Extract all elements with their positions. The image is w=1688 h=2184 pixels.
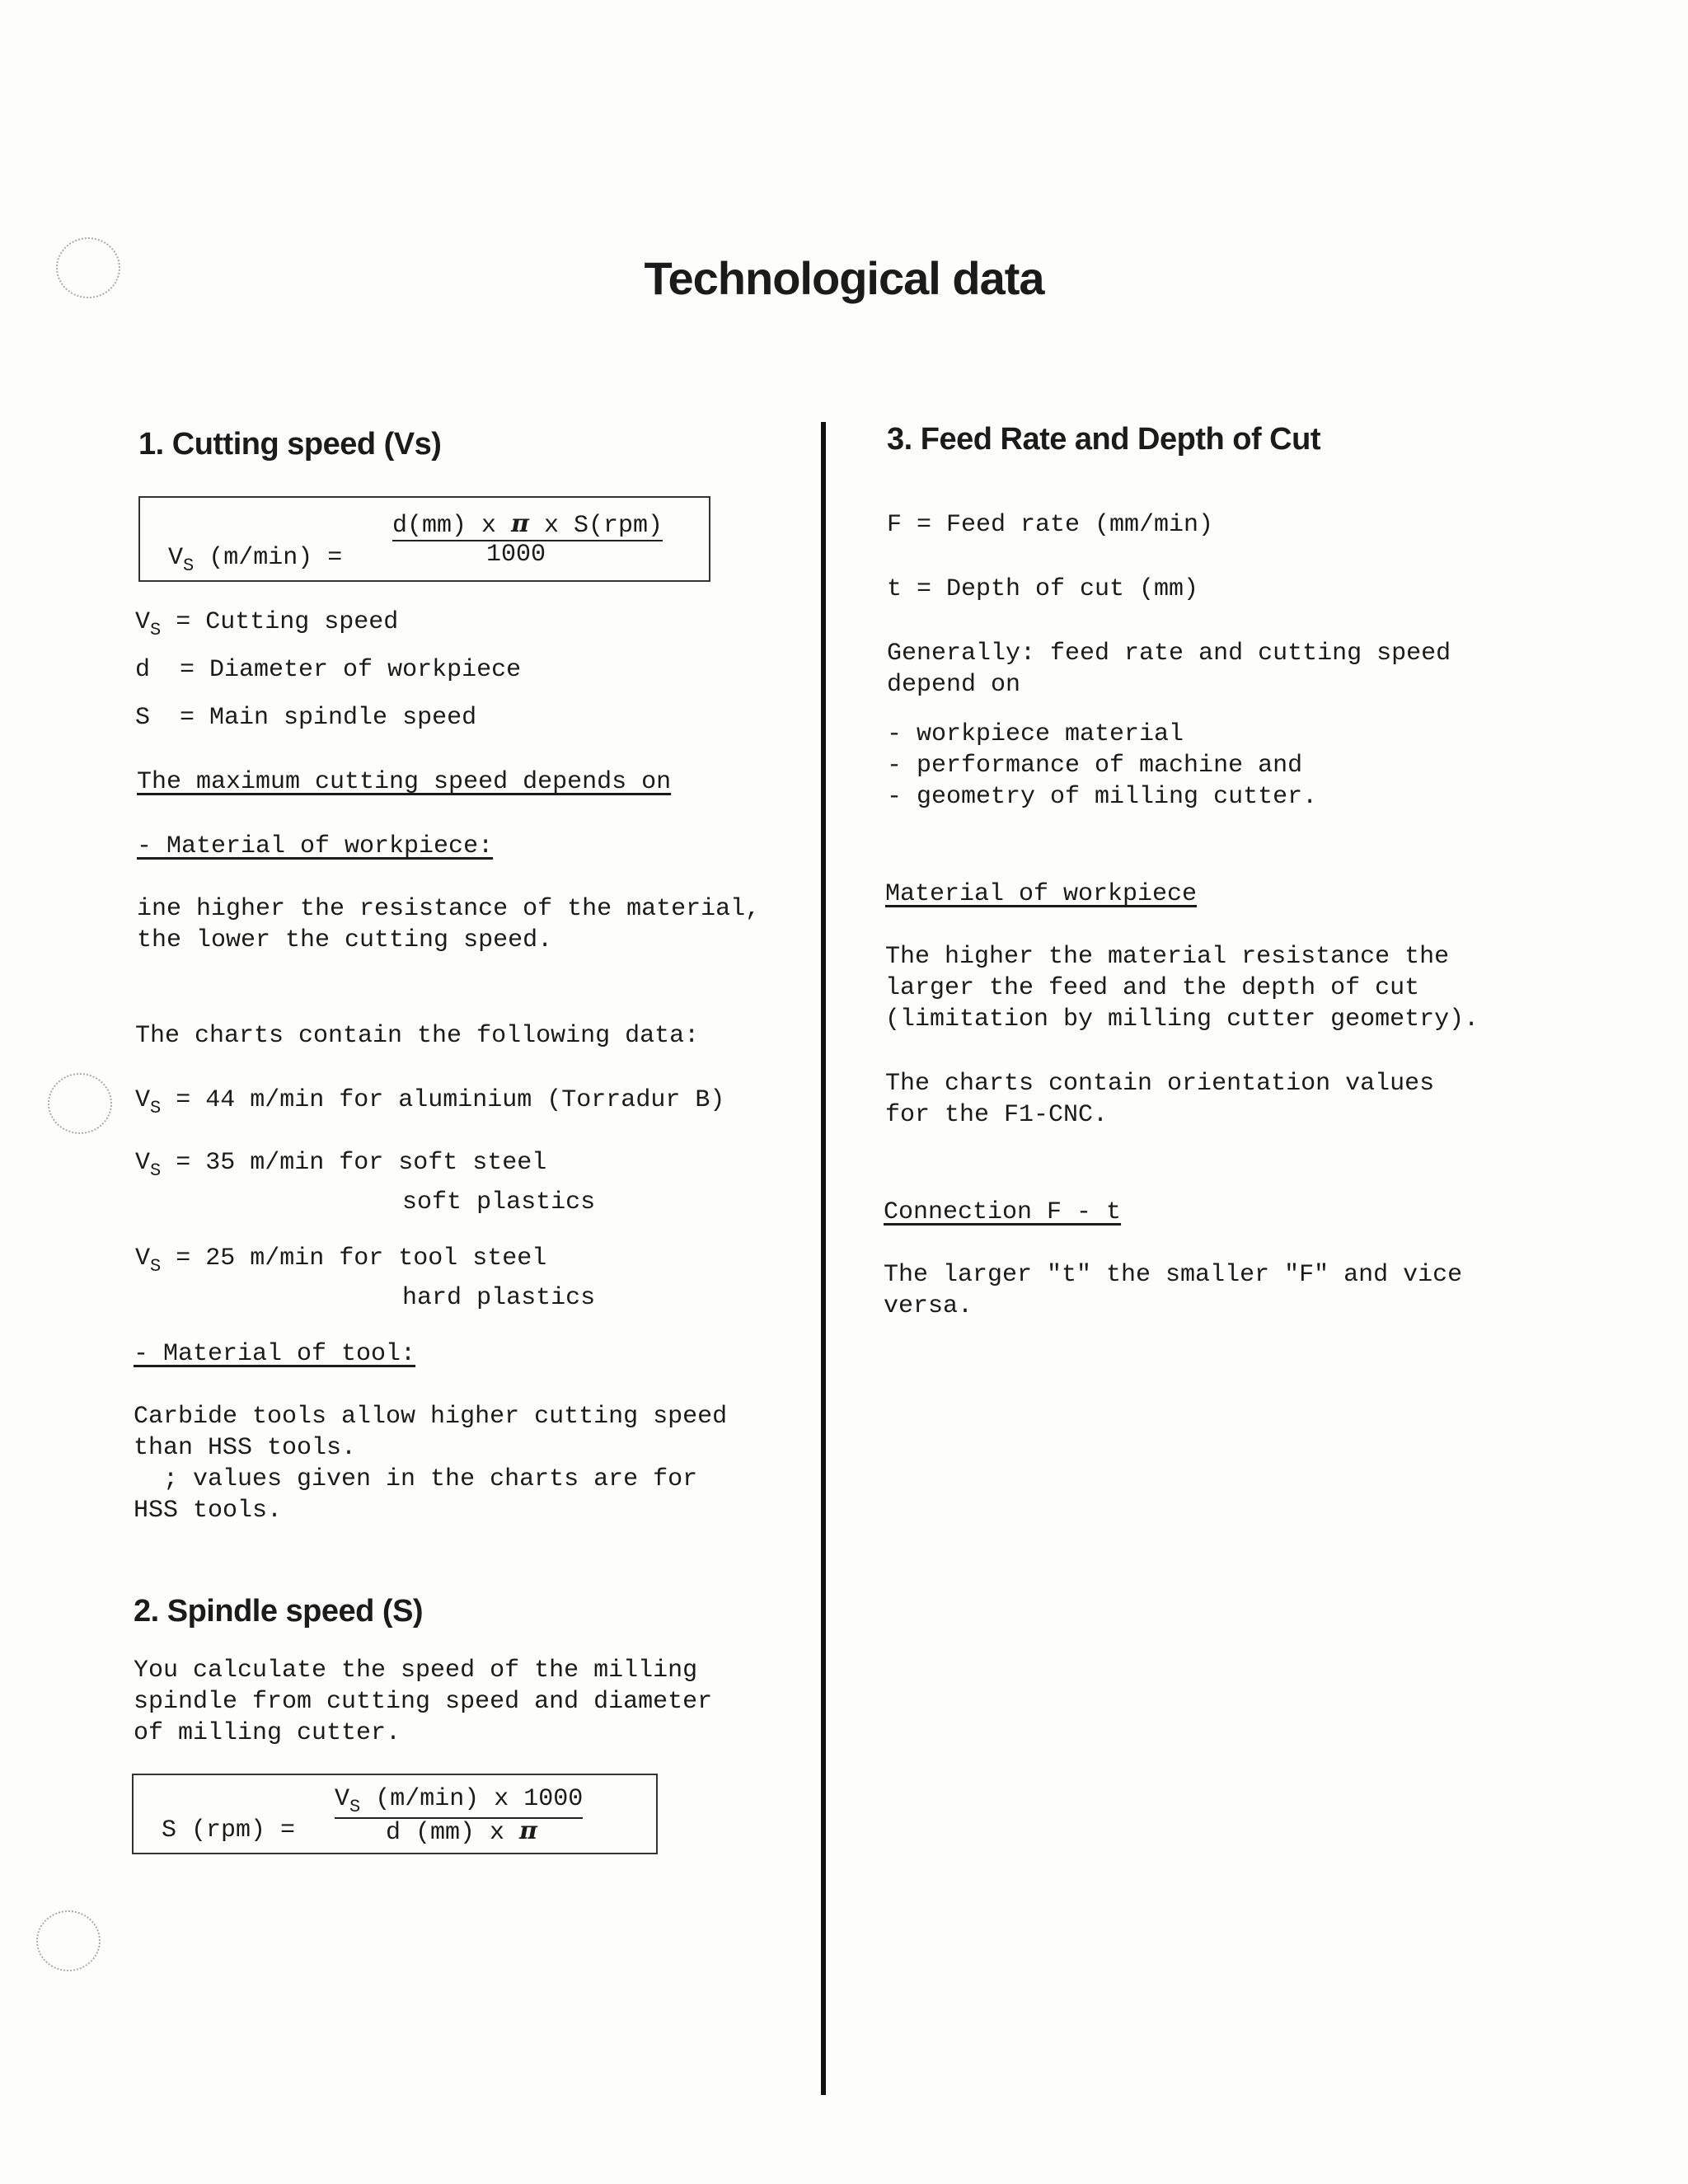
formula-lhs: S (rpm) = bbox=[162, 1816, 296, 1844]
formula-numerator: d(mm) x π x S(rpm) bbox=[392, 509, 663, 540]
definition-d: d = Diameter of workpiece bbox=[135, 656, 522, 684]
formula-lhs: $V_S$ (m/min) = bbox=[168, 544, 343, 576]
column-divider bbox=[821, 422, 826, 2095]
definition-vs: $V_S$ = Cutting speed bbox=[135, 608, 399, 640]
vs-value-soft-steel: $V_S = 35$ m/min for soft steel soft plastics bbox=[135, 1149, 596, 1216]
material-resistance-text: The higher the material resistance the larger the feed and the depth of cut (limitation by milling cutter geometry). bbox=[885, 943, 1479, 1033]
punch-hole-bottom bbox=[36, 1910, 101, 1971]
connection-heading: Connection F - t bbox=[884, 1198, 1122, 1226]
vs-value-tool-steel: $V_S = 25$ m/min for tool steel hard plastics bbox=[135, 1244, 596, 1312]
cutting-speed-formula bbox=[138, 496, 710, 582]
max-cutting-speed-heading: The maximum cutting speed depends on bbox=[137, 768, 672, 796]
section-1-heading: 1. Cutting speed (Vs) bbox=[138, 427, 442, 462]
depends-list: - workpiece material - performance of machine and - geometry of milling cutter. bbox=[887, 720, 1318, 811]
section-2-heading: 2. Spindle speed (S) bbox=[134, 1594, 424, 1629]
punch-hole-middle bbox=[48, 1073, 112, 1134]
spindle-speed-text: You calculate the speed of the milling spindle from cutting speed and diameter of milling cutter. bbox=[134, 1657, 713, 1747]
resistance-text: ine higher the resistance of the material, the lower the cutting speed. bbox=[137, 895, 761, 954]
connection-text: The larger "t" the smaller "F" and vice versa. bbox=[884, 1261, 1463, 1320]
charts-contain-text: The charts contain the following data: bbox=[135, 1022, 700, 1050]
material-of-workpiece-heading-right: Material of workpiece bbox=[885, 880, 1198, 908]
section-3-heading: 3. Feed Rate and Depth of Cut bbox=[887, 422, 1320, 457]
page-title: Technological data bbox=[644, 252, 1044, 304]
orientation-values-text: The charts contain orientation values for the F1-CNC. bbox=[885, 1070, 1435, 1129]
feed-rate-definition: F = Feed rate (mm/min) bbox=[887, 511, 1214, 539]
definition-s: S = Main spindle speed bbox=[135, 704, 477, 732]
formula-denominator: d (mm) x π bbox=[386, 1816, 537, 1847]
vs-value-aluminium: $V_S = 44$ m/min for aluminium (Torradur B) bbox=[135, 1086, 725, 1118]
carbide-text: Carbide tools allow higher cutting speed than HSS tools. ; values given in the charts are for HSS tools. bbox=[134, 1403, 728, 1525]
material-of-workpiece-heading: - Material of workpiece: bbox=[137, 832, 494, 860]
formula-numerator: $V_S$ (m/min) x 1000 bbox=[335, 1785, 584, 1817]
formula-denominator: 1000 bbox=[486, 541, 546, 569]
material-of-tool-heading: - Material of tool: bbox=[134, 1340, 416, 1368]
spindle-speed-formula bbox=[132, 1774, 658, 1854]
depth-of-cut-definition: t = Depth of cut (mm) bbox=[887, 575, 1199, 603]
generally-text: Generally: feed rate and cutting speed depend on bbox=[887, 640, 1451, 699]
